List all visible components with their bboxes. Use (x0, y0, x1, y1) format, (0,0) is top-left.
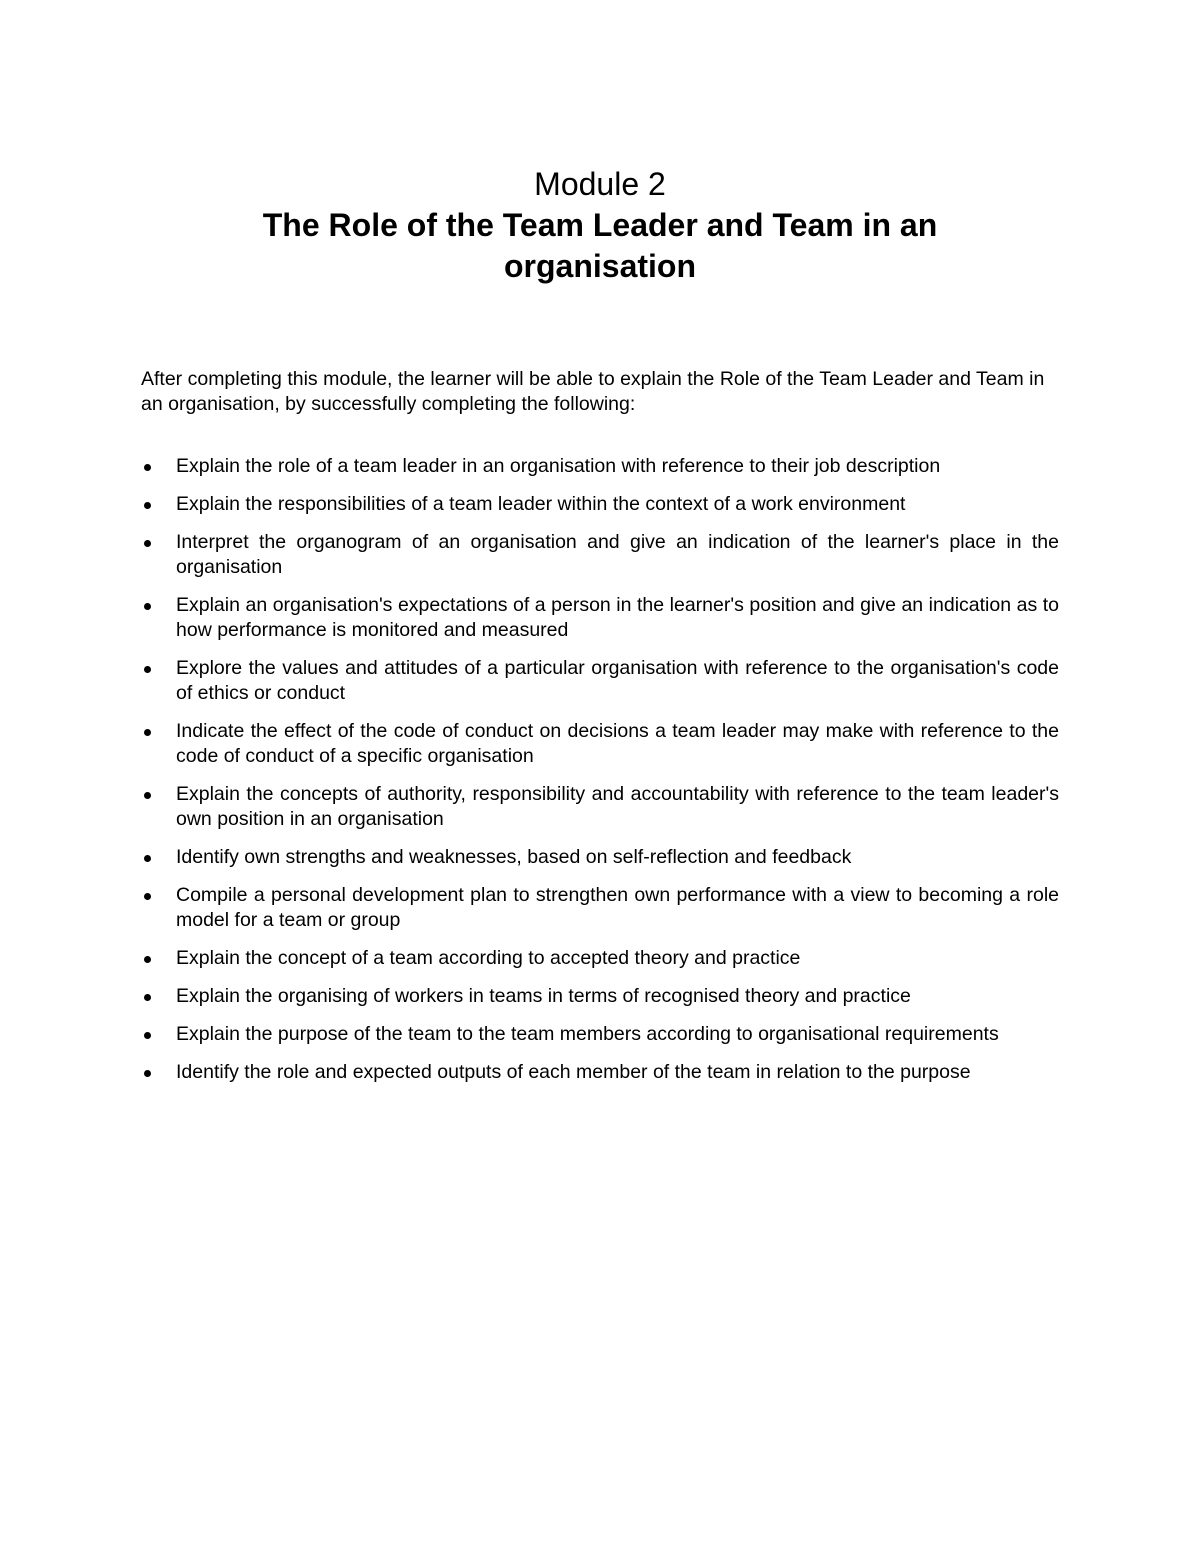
list-item-text: Explain the purpose of the team to the team members according to organisational requirements (176, 1023, 999, 1045)
bullet-icon (144, 502, 151, 509)
list-item (141, 719, 1059, 769)
page-title-line-1: The Role of the Team Leader and Team in an (262, 207, 938, 243)
page-title-line-2: organisation (503, 248, 696, 284)
list-item-text: Compile a personal development plan to strengthen own performance with a view to becoming a role model for a team or group (176, 884, 1059, 931)
list-item (141, 845, 1059, 870)
bullet-icon (144, 855, 151, 862)
bullet-icon (144, 994, 151, 1001)
bullet-icon (144, 1070, 151, 1077)
bullet-icon (144, 603, 151, 610)
list-item-text: Explain the concepts of authority, responsibility and accountability with reference to the team leader's own position in an organisation (176, 783, 1059, 830)
module-label: Module 2 (534, 166, 666, 202)
list-item (141, 883, 1059, 933)
objectives-list (141, 454, 1059, 1098)
intro-paragraph: After completing this module, the learner will be able to explain the Role of the Team Leader and Team in an organisation, by successfully completing the following: (141, 368, 1045, 415)
bullet-icon (144, 729, 151, 736)
list-item (141, 454, 1059, 479)
list-item-text: Identify the role and expected outputs of each member of the team in relation to the purpose (176, 1061, 971, 1083)
list-item (141, 946, 1059, 971)
title-block (140, 164, 1060, 287)
list-item-text: Explain the organising of workers in teams in terms of recognised theory and practice (176, 985, 911, 1007)
list-item (141, 656, 1059, 706)
list-item-text: Explain the role of a team leader in an organisation with reference to their job description (176, 455, 941, 477)
bullet-icon (144, 666, 151, 673)
list-item (141, 593, 1059, 643)
bullet-icon (144, 792, 151, 799)
bullet-icon (144, 893, 151, 900)
bullet-icon (144, 1032, 151, 1039)
list-item (141, 782, 1059, 832)
list-item (141, 530, 1059, 580)
list-item (141, 1060, 1059, 1085)
list-item-text: Identify own strengths and weaknesses, based on self-reflection and feedback (176, 846, 852, 868)
list-item-text: Indicate the effect of the code of conduct on decisions a team leader may make with reference to the code of conduct of a specific organisation (176, 720, 1059, 767)
list-item-text: Explore the values and attitudes of a particular organisation with reference to the organisation's code of ethics or conduct (176, 657, 1059, 704)
list-item-text: Interpret the organogram of an organisation and give an indication of the learner's place in the organisation (176, 531, 1059, 578)
bullet-icon (144, 540, 151, 547)
list-item-text: Explain the responsibilities of a team leader within the context of a work environment (176, 493, 906, 515)
list-item-text: Explain the concept of a team according to accepted theory and practice (176, 947, 801, 969)
list-item (141, 1022, 1059, 1047)
bullet-icon (144, 464, 151, 471)
list-item (141, 492, 1059, 517)
list-item-text: Explain an organisation's expectations of a person in the learner's position and give an indication as to how performance is monitored and measured (176, 594, 1059, 641)
list-item (141, 984, 1059, 1009)
bullet-icon (144, 956, 151, 963)
